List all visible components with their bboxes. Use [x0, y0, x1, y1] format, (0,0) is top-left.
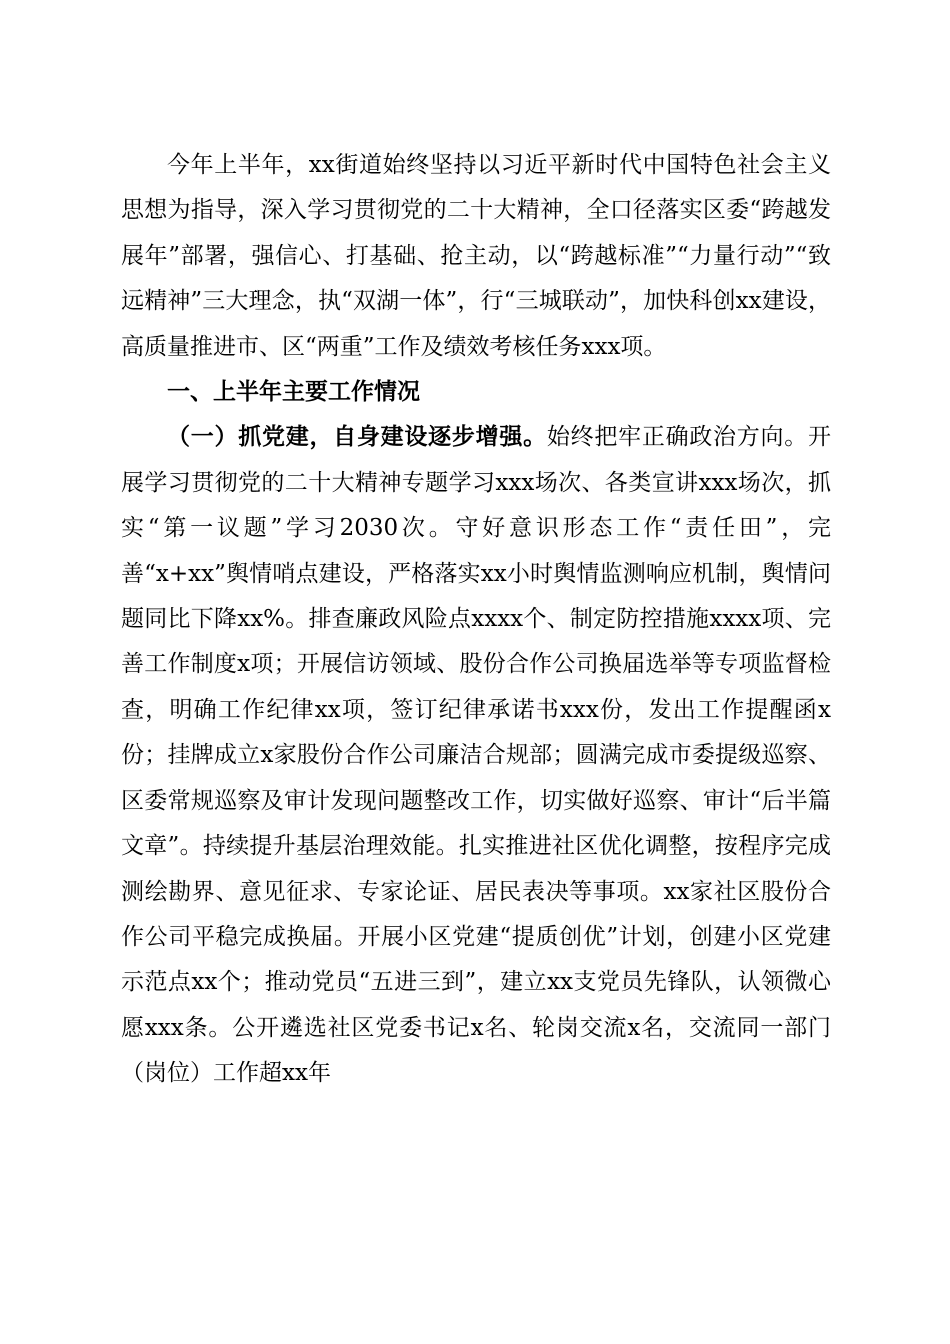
- subsection-title: （一）抓党建，自身建设逐步增强。: [167, 424, 547, 451]
- intro-paragraph: 今年上半年，xx街道始终坚持以习近平新时代中国特色社会主义思想为指导，深入学习贯彻党的二十大精神，全口径落实区委“跨越发展年”部署，强信心、打基础、抢主动，以“跨越标准”“力量行动”“致远精神”三大理念，执“双湖一体”，行“三城联动”，加快科创xx建设，高质量推进市、区“两重”工作及绩效考核任务xxx项。: [121, 152, 831, 360]
- subsection-paragraph: [121, 415, 831, 1096]
- subsection-body: 始终把牢正确政治方向。开展学习贯彻党的二十大精神专题学习xxx场次、各类宣讲xxx场次，抓实“第一议题”学习2030次。守好意识形态工作“责任田”，完善“x+xx”舆情哨点建设，严格落实xx小时舆情监测响应机制，舆情问题同比下降xx%。排查廉政风险点xxxx个、制定防控措施xxxx项、完善工作制度x项；开展信访领域、股份合作公司换届选举等专项监督检查，明确工作纪律xx项，签订纪律承诺书xxx份，发出工作提醒函x份；挂牌成立x家股份合作公司廉洁合规部；圆满完成市委提级巡察、区委常规巡察及审计发现问题整改工作，切实做好巡察、审计“后半篇文章”。持续提升基层治理效能。扎实推进社区优化调整，按程序完成测绘勘界、意见征求、专家论证、居民表决等事项。xx家社区股份合作公司平稳完成换届。开展小区党建“提质创优”计划，创建小区党建示范点xx个；推动党员“五进三到”，建立xx支党员先锋队，认领微心愿xxx条。公开遴选社区党委书记x名、轮岗交流x名，交流同一部门（岗位）工作超xx年: [121, 424, 832, 1087]
- section-heading: 一、上半年主要工作情况: [167, 379, 420, 406]
- document-page: [121, 143, 831, 1097]
